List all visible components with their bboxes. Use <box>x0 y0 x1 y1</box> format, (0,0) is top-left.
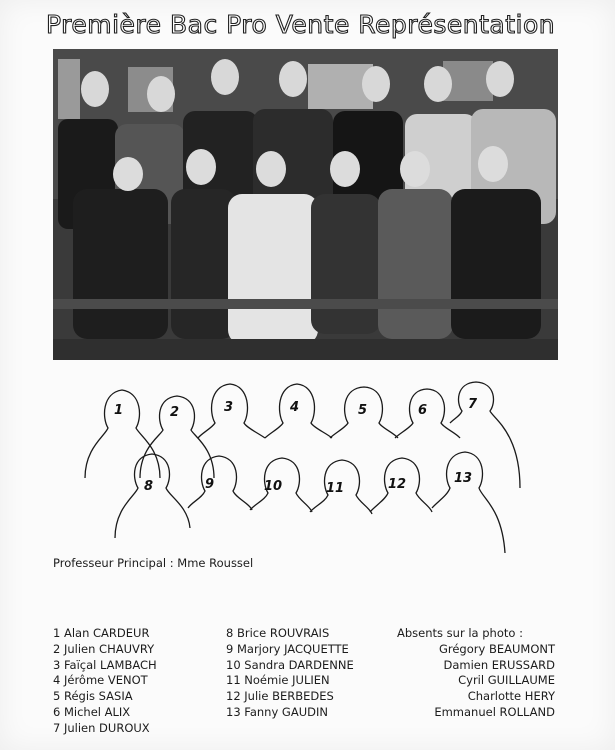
student-list-column-2 <box>226 626 354 721</box>
absent-entry: Emmanuel ROLLAND <box>434 704 555 719</box>
absent-entry: Cyril GUILLAUME <box>458 673 555 688</box>
absent-entry: Grégory BEAUMONT <box>438 641 555 656</box>
student-entry: 11 Noémie JULIEN <box>226 673 330 688</box>
class-photo <box>53 49 558 360</box>
student-list-column-1 <box>53 626 157 737</box>
position-label-1: 1 <box>114 403 124 418</box>
absent-heading: Absents sur la photo : <box>397 626 523 640</box>
absent-list <box>397 626 555 721</box>
student-entry: 5 Régis SASIA <box>53 689 133 704</box>
position-diagram <box>80 378 540 558</box>
position-label-3: 3 <box>224 400 234 415</box>
page-title: Première Bac Pro Vente Représentation <box>46 10 556 39</box>
student-entry: 2 Julien CHAUVRY <box>53 641 155 656</box>
student-entry: 3 Faïçal LAMBACH <box>53 657 157 672</box>
position-label-5: 5 <box>358 403 368 418</box>
student-entry: 1 Alan CARDEUR <box>53 626 150 640</box>
student-entry: 6 Michel ALIX <box>53 704 131 719</box>
absent-entry: Damien ERUSSARD <box>443 657 555 672</box>
student-entry: 13 Fanny GAUDIN <box>226 704 328 719</box>
position-label-6: 6 <box>418 403 428 418</box>
position-label-10: 10 <box>264 479 283 494</box>
position-label-2: 2 <box>170 405 180 420</box>
student-entry: 9 Marjory JACQUETTE <box>226 641 349 656</box>
student-entry: 12 Julie BERBEDES <box>226 689 334 704</box>
position-label-4: 4 <box>290 400 300 415</box>
position-label-7: 7 <box>468 397 478 412</box>
position-label-12: 12 <box>388 477 407 492</box>
position-label-9: 9 <box>205 477 215 492</box>
position-label-11: 11 <box>326 481 345 496</box>
student-entry: 7 Julien DUROUX <box>53 720 150 735</box>
student-entry: 10 Sandra DARDENNE <box>226 657 354 672</box>
principal-teacher: Professeur Principal : Mme Roussel <box>53 556 254 570</box>
position-label-8: 8 <box>144 479 154 494</box>
student-entry: 4 Jérôme VENOT <box>53 673 148 688</box>
position-label-13: 13 <box>454 471 473 486</box>
student-entry: 8 Brice ROUVRAIS <box>226 626 330 640</box>
absent-entry: Charlotte HERY <box>467 689 555 704</box>
